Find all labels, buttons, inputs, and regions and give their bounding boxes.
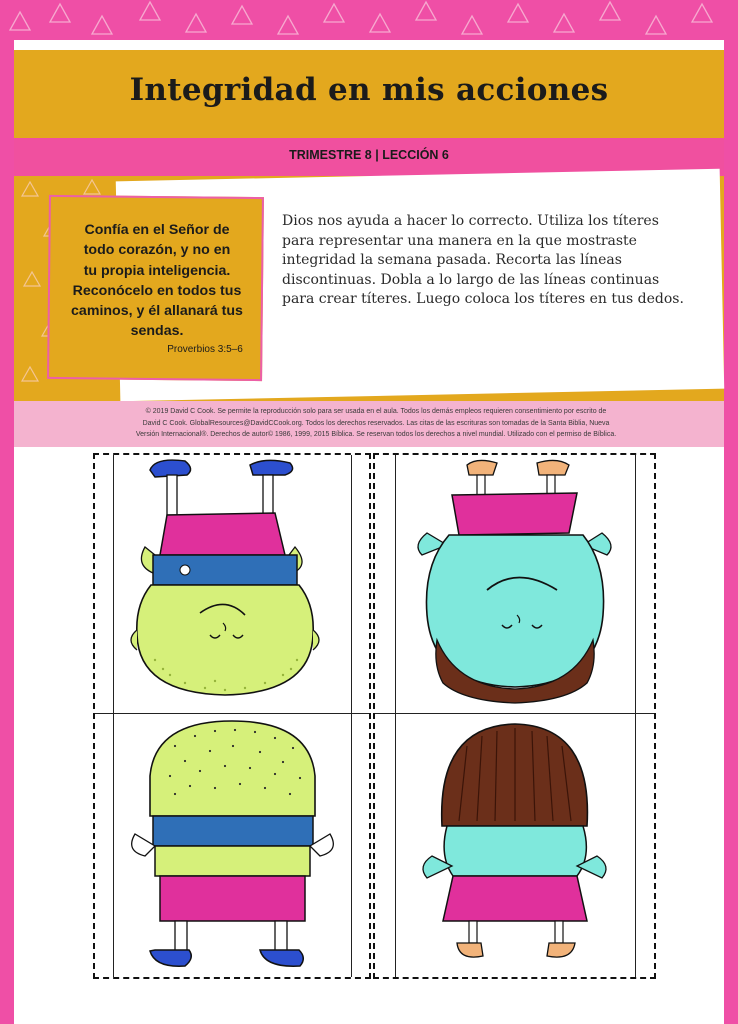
boy-back-illustration <box>115 716 350 976</box>
verse-reference: Proverbios 3:5–6 <box>167 344 243 355</box>
fold-line <box>113 455 114 977</box>
instruction-line: para representar una manera en la que mostraste <box>282 232 637 249</box>
instruction-line: integridad la semana pasada. Recorta las líneas <box>282 252 622 268</box>
verse-line: Reconócelo en todos tus <box>72 282 242 299</box>
verse-line: tu propia inteligencia. <box>83 262 231 279</box>
girl-face-illustration <box>397 455 634 711</box>
bible-verse <box>64 220 250 342</box>
verse-line: caminos, y él allanará tus <box>71 303 243 320</box>
lesson-label: TRIMESTRE 8 | LECCIÓN 6 <box>289 148 449 162</box>
fold-line <box>95 713 369 714</box>
instructions-text <box>282 212 692 310</box>
boy-face-illustration <box>115 455 350 711</box>
verse-line: sendas. <box>130 323 184 340</box>
page-title: Integridad en mis acciones <box>129 72 609 108</box>
copyright-notice <box>80 406 672 441</box>
instruction-line: Dios nos ayuda a hacer lo correcto. Utiliza los títeres <box>282 213 659 229</box>
fold-line <box>395 455 396 977</box>
instruction-line: para crear títeres. Luego coloca los títeres en tus dedos. <box>282 291 684 307</box>
copyright-line: © 2019 David C Cook. Se permite la reproducción solo para ser usada en el aula. Todos los demás empleos requieren consentimiento por escrito de <box>145 408 607 415</box>
fold-line <box>635 455 636 977</box>
fold-line <box>375 713 654 714</box>
fold-line <box>351 455 352 977</box>
copyright-line: David C Cook. GlobalResources@DavidCCook.org. Todos los derechos reservados. Las citas de las escrituras son tomadas de la Santa Biblia, Nueva <box>142 419 610 427</box>
instruction-line: discontinuas. Dobla a lo largo de las líneas continuas <box>282 271 660 288</box>
verse-line: Confía en el Señor de <box>84 222 230 238</box>
verse-line: todo corazón, y no en <box>83 242 231 259</box>
girl-back-illustration <box>397 716 634 976</box>
copyright-line: Versión Internacional®. Derechos de autor© 1986, 1999, 2015 Bíblica. Se reservan todos los derechos a nivel mundial. Utilizado con el permiso de Bíblica. <box>135 431 617 438</box>
